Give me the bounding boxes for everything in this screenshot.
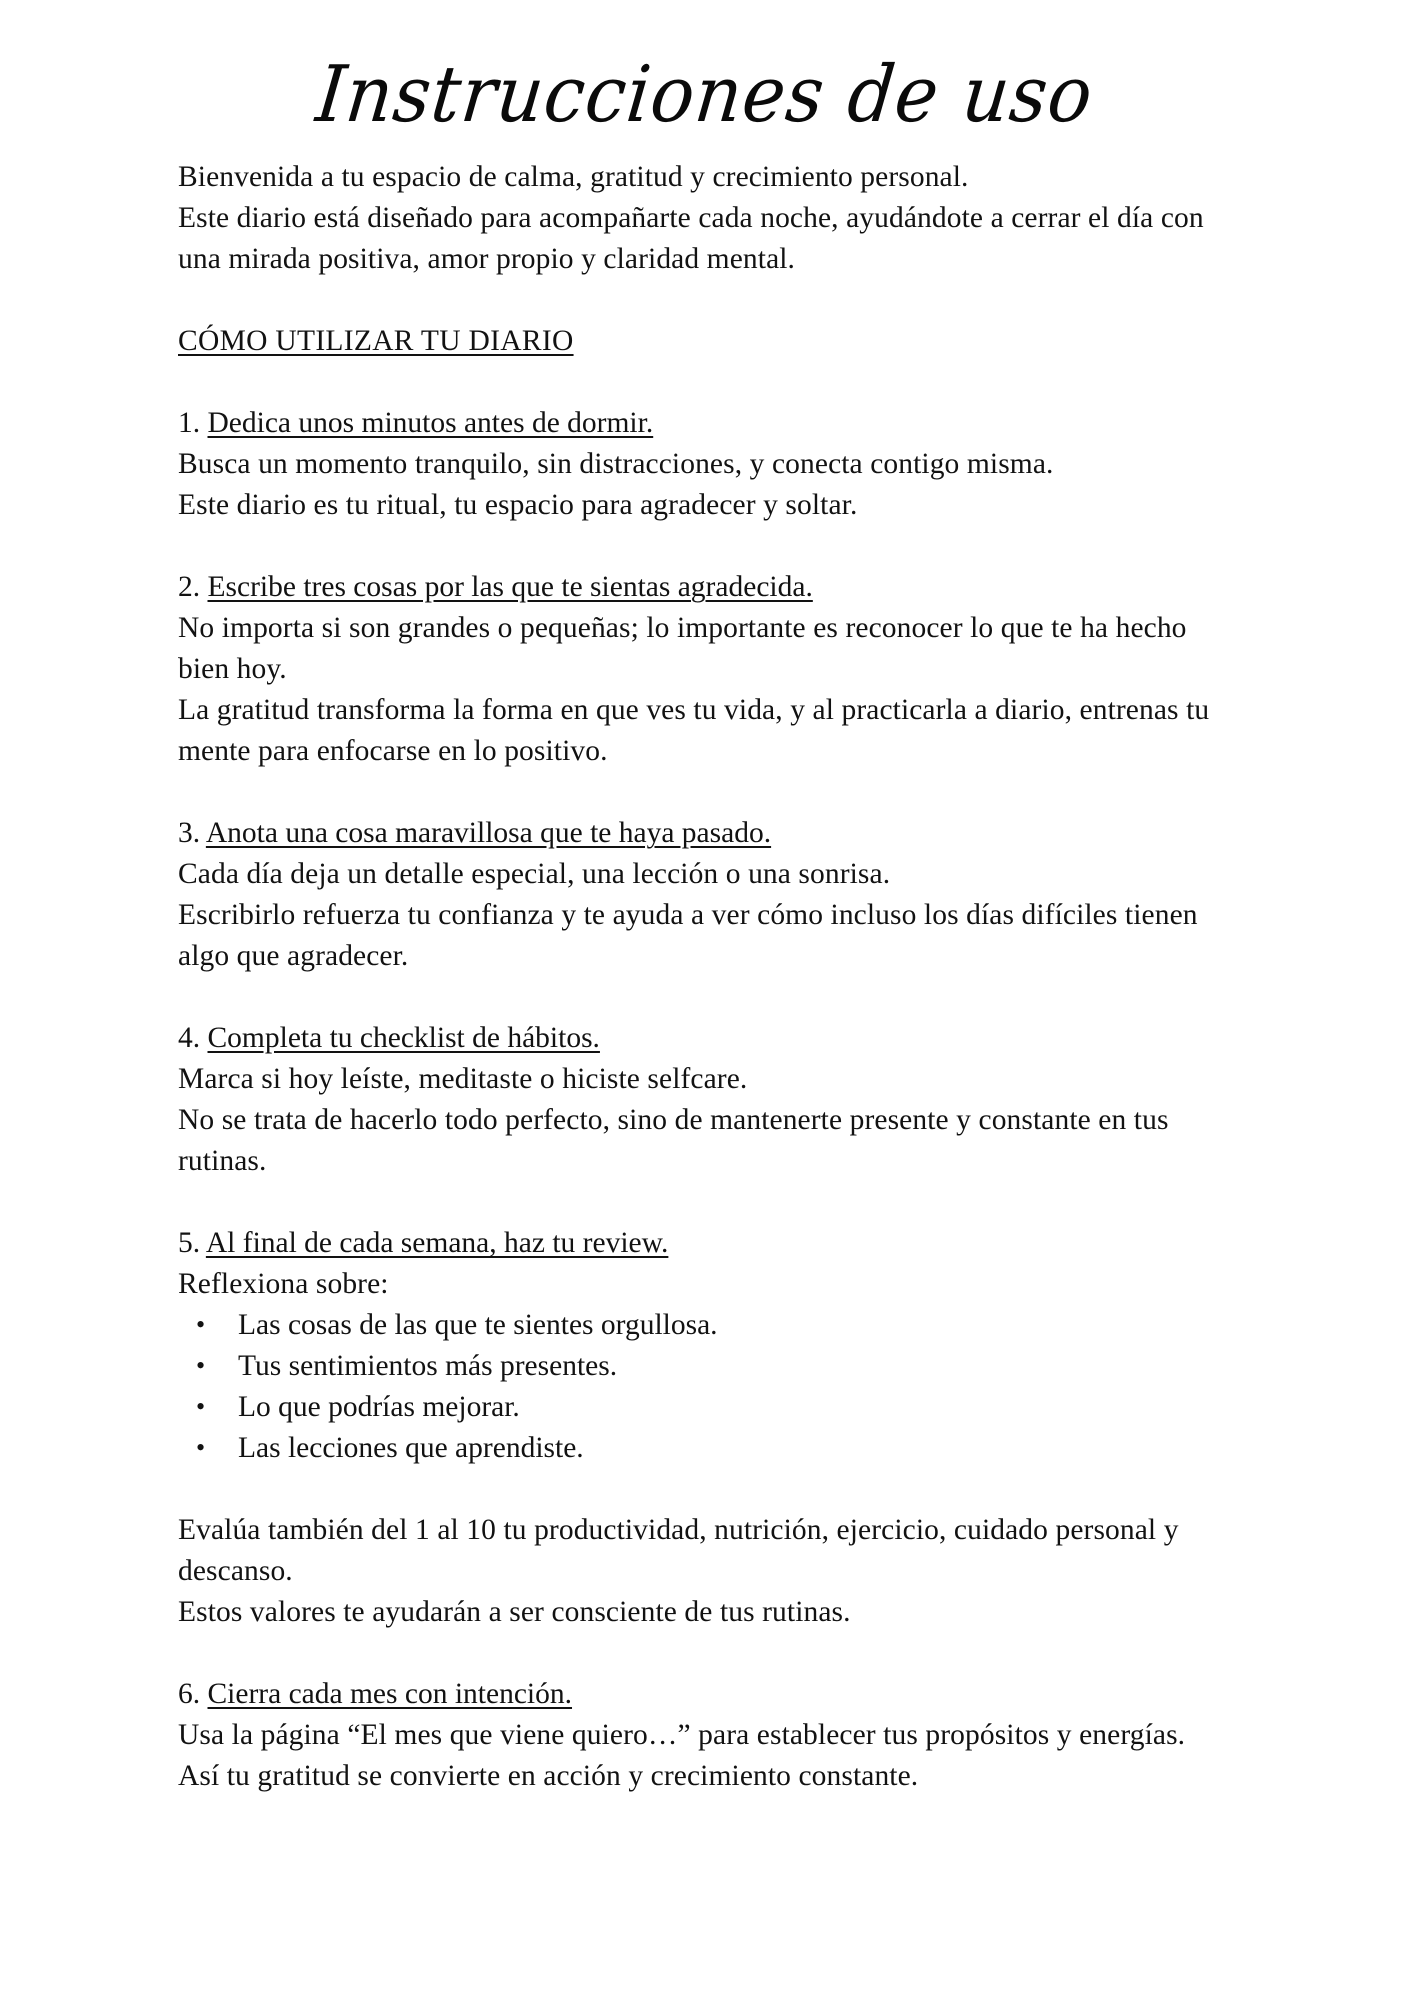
spacer [178, 362, 1232, 403]
spacer [178, 977, 1232, 1018]
spacer [178, 526, 1232, 567]
step-2-line-2: La gratitud transforma la forma en que ves tu vida, y al practicarla a diario, entrenas tu mente para enfocarse en lo positivo. [178, 694, 1210, 768]
page-title-container [0, 0, 1410, 157]
step-4-heading [178, 1018, 1232, 1059]
step-5-after-line-2: Estos valores te ayudarán a ser consciente de tus rutinas. [178, 1596, 851, 1629]
step-2-line-1: No importa si son grandes o pequeñas; lo importante es reconocer lo que te ha hecho bien hoy. [178, 612, 1187, 686]
step-5-heading-text: Al final de cada semana, haz tu review. [205, 1227, 669, 1260]
list-item: • Las lecciones que aprendiste. [178, 1428, 1232, 1469]
spacer [178, 1182, 1232, 1223]
spacer [178, 772, 1232, 813]
step-4-line-2: No se trata de hacerlo todo perfecto, sino de mantenerte presente y constante en tus rutinas. [178, 1104, 1169, 1178]
step-5-body [178, 1264, 1232, 1305]
step-5-line-1: Reflexiona sobre: [178, 1268, 389, 1301]
step-1-line-2: Este diario es tu ritual, tu espacio para agradecer y soltar. [178, 489, 858, 522]
intro-line-1: Bienvenida a tu espacio de calma, gratitud y crecimiento personal. [178, 161, 969, 194]
spacer [178, 1633, 1232, 1674]
intro-line-2: Este diario está diseñado para acompañarte cada noche, ayudándote a cerrar el día con una mirada positiva, amor propio y claridad mental. [178, 202, 1204, 276]
step-4-body [178, 1059, 1232, 1182]
step-2-heading-text: Escribe tres cosas por las que te sientas agradecida. [207, 571, 813, 604]
step-1-heading [178, 403, 1232, 444]
step-6-line-2: Así tu gratitud se convierte en acción y crecimiento constante. [178, 1760, 919, 1793]
step-5-heading [178, 1223, 1232, 1264]
step-2-number: 2. [178, 571, 208, 604]
intro-paragraph [178, 157, 1232, 280]
step-1-number: 1. [178, 407, 208, 440]
step-6-line-1: Usa la página “El mes que viene quiero…” para establecer tus propósitos y energías. [178, 1719, 1186, 1752]
step-6-heading [178, 1674, 1232, 1715]
list-item: • Lo que podrías mejorar. [178, 1387, 1232, 1428]
list-item: • Tus sentimientos más presentes. [178, 1346, 1232, 1387]
step-3-line-2: Escribirlo refuerza tu confianza y te ayuda a ver cómo incluso los días difíciles tienen algo que agradecer. [178, 899, 1198, 973]
list-item: • Las cosas de las que te sientes orgullosa. [178, 1305, 1232, 1346]
step-1-body [178, 444, 1232, 526]
review-bullet-list [178, 1305, 1232, 1469]
step-1-line-1: Busca un momento tranquilo, sin distracciones, y conecta contigo misma. [178, 448, 1054, 481]
page-title: Instrucciones de uso [312, 48, 1098, 140]
step-6-body [178, 1715, 1232, 1797]
step-3-number: 3. [178, 817, 206, 850]
step-3-body [178, 854, 1232, 977]
spacer [178, 280, 1232, 321]
step-2-body [178, 608, 1232, 772]
step-4-line-1: Marca si hoy leíste, meditaste o hiciste selfcare. [178, 1063, 748, 1096]
step-6-heading-text: Cierra cada mes con intención. [207, 1678, 573, 1711]
step-5-number: 5. [178, 1227, 206, 1260]
step-3-heading [178, 813, 1232, 854]
spacer [178, 1469, 1232, 1510]
step-5-after-body [178, 1510, 1232, 1633]
document-body [150, 157, 1260, 1797]
section-heading [178, 321, 1232, 362]
step-2-heading [178, 567, 1232, 608]
step-4-heading-text: Completa tu checklist de hábitos. [207, 1022, 600, 1055]
step-5-after-line-1: Evalúa también del 1 al 10 tu productividad, nutrición, ejercicio, cuidado personal y descanso. [178, 1514, 1179, 1588]
step-1-heading-text: Dedica unos minutos antes de dormir. [207, 407, 654, 440]
step-3-line-1: Cada día deja un detalle especial, una lección o una sonrisa. [178, 858, 891, 891]
step-3-heading-text: Anota una cosa maravillosa que te haya pasado. [205, 817, 772, 850]
step-6-number: 6. [178, 1678, 208, 1711]
step-4-number: 4. [178, 1022, 208, 1055]
section-heading-text: CÓMO UTILIZAR TU DIARIO [178, 325, 574, 358]
